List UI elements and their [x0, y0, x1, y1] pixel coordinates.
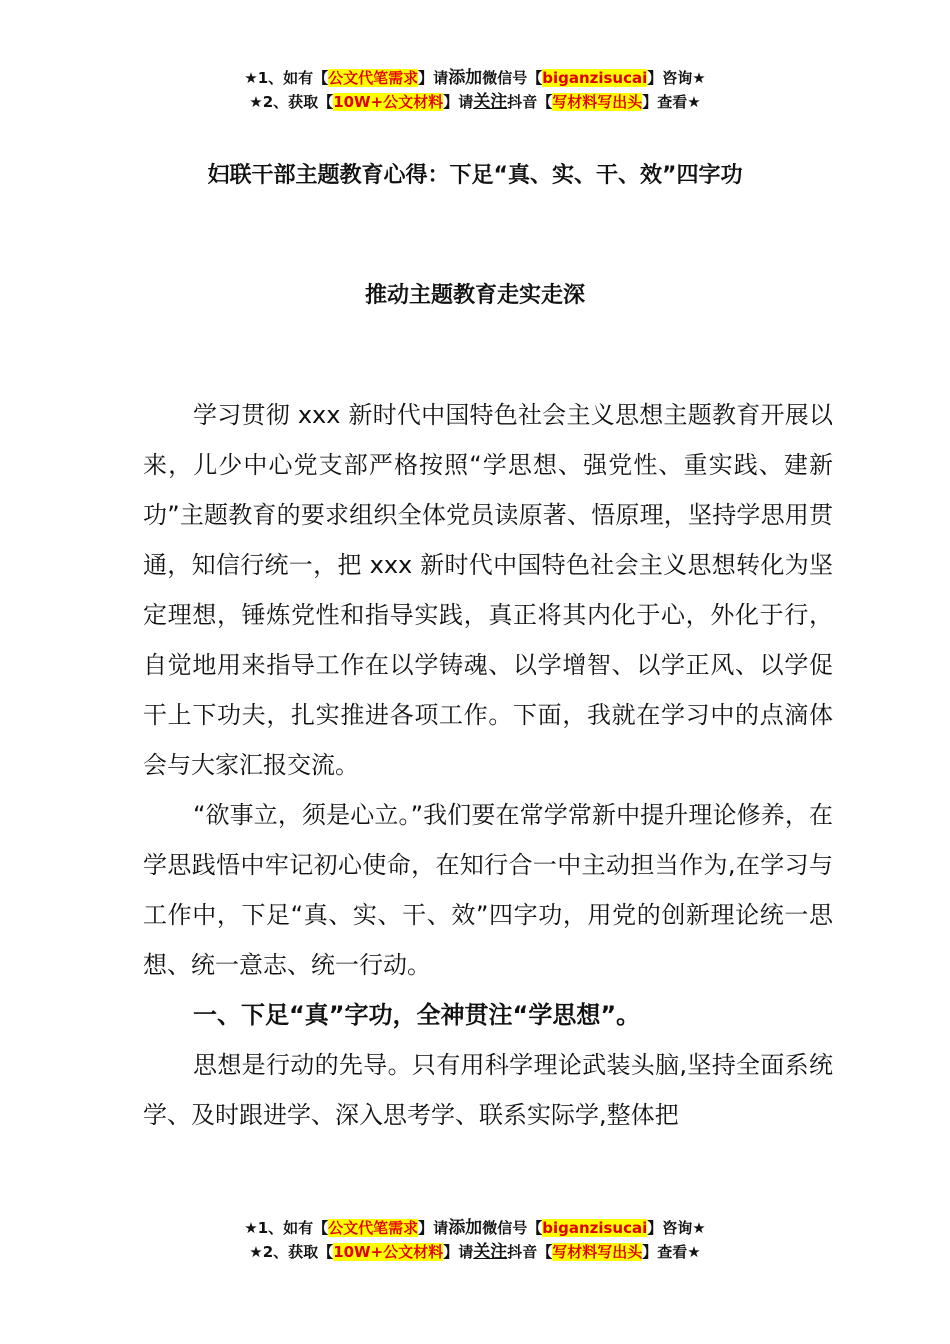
- promo-text: 微信号【: [482, 1219, 543, 1237]
- promo-line-1: [0, 1216, 950, 1240]
- paragraph: “欲事立，须是心立。”我们要在常学常新中提升理论修养，在学思践悟中牢记初心使命，在知行合一中主动担当作为,在学习与工作中，下足“真、实、干、效”四字功，用党的创新理论统一思想、统一意志、统一行动。: [143, 801, 833, 979]
- promo-wechat-id: biganzisucai: [542, 1219, 648, 1237]
- doc-body: [143, 390, 833, 1140]
- promo-text: 】查看★: [642, 1243, 701, 1261]
- promo-highlight: 公文代笔需求: [328, 1219, 419, 1237]
- promo-emphasis: 添加: [448, 68, 483, 88]
- promo-text: 抖音【: [507, 1243, 553, 1261]
- promo-text: 】请: [443, 1243, 474, 1261]
- promo-line-2: [0, 90, 950, 114]
- promo-highlight: 公文代笔需求: [328, 69, 419, 87]
- promo-text: 微信号【: [482, 69, 543, 87]
- promo-text: 】查看★: [642, 93, 701, 111]
- section-heading: 一、下足“真”字功，全神贯注“学思想”。: [193, 1001, 641, 1029]
- promo-emphasis: 关注: [473, 1242, 508, 1262]
- promo-text: 】请: [418, 1219, 449, 1237]
- promo-highlight: 10W+公文材料: [333, 93, 444, 111]
- promo-text: 】咨询★: [647, 1219, 706, 1237]
- promo-line-2: [0, 1240, 950, 1264]
- promo-douyin-id: 写材料写出头: [552, 93, 643, 111]
- promo-emphasis: 关注: [473, 92, 508, 112]
- paragraph: 思想是行动的先导。只有用科学理论武装头脑,坚持全面系统学、及时跟进学、深入思考学、联系实际学,整体把: [143, 1051, 833, 1129]
- promo-text: ★2、获取【: [249, 1243, 334, 1261]
- promo-text: 抖音【: [507, 93, 553, 111]
- promo-text: ★1、如有【: [244, 1219, 329, 1237]
- doc-title: 妇联干部主题教育心得：下足“真、实、干、效”四字功: [207, 163, 743, 188]
- promo-line-1: [0, 66, 950, 90]
- promo-douyin-id: 写材料写出头: [552, 1243, 643, 1261]
- paragraph: 学习贯彻 xxx 新时代中国特色社会主义思想主题教育开展以来，儿少中心党支部严格按照“学思想、强党性、重实践、建新功”主题教育的要求组织全体党员读原著、悟原理，坚持学思用贯通，知信行统一，把 xxx 新时代中国特色社会主义思想转化为坚定理想，锤炼党性和指导实践，真正将其内化于心，外化于行，自觉地用来指导工作在以学铸魂、以学增智、以学正风、以学促干上下功夫，扎实推进各项工作。下面，我就在学习中的点滴体会与大家汇报交流。: [143, 401, 833, 779]
- footer-promo: [0, 1216, 950, 1264]
- promo-emphasis: 添加: [448, 1218, 483, 1238]
- promo-wechat-id: biganzisucai: [542, 69, 648, 87]
- promo-text: 】咨询★: [647, 69, 706, 87]
- promo-highlight: 10W+公文材料: [333, 1243, 444, 1261]
- promo-text: 】请: [443, 93, 474, 111]
- header-promo: [0, 66, 950, 114]
- promo-text: ★2、获取【: [249, 93, 334, 111]
- doc-subtitle: 推动主题教育走实走深: [364, 283, 585, 308]
- promo-text: ★1、如有【: [244, 69, 329, 87]
- promo-text: 】请: [418, 69, 449, 87]
